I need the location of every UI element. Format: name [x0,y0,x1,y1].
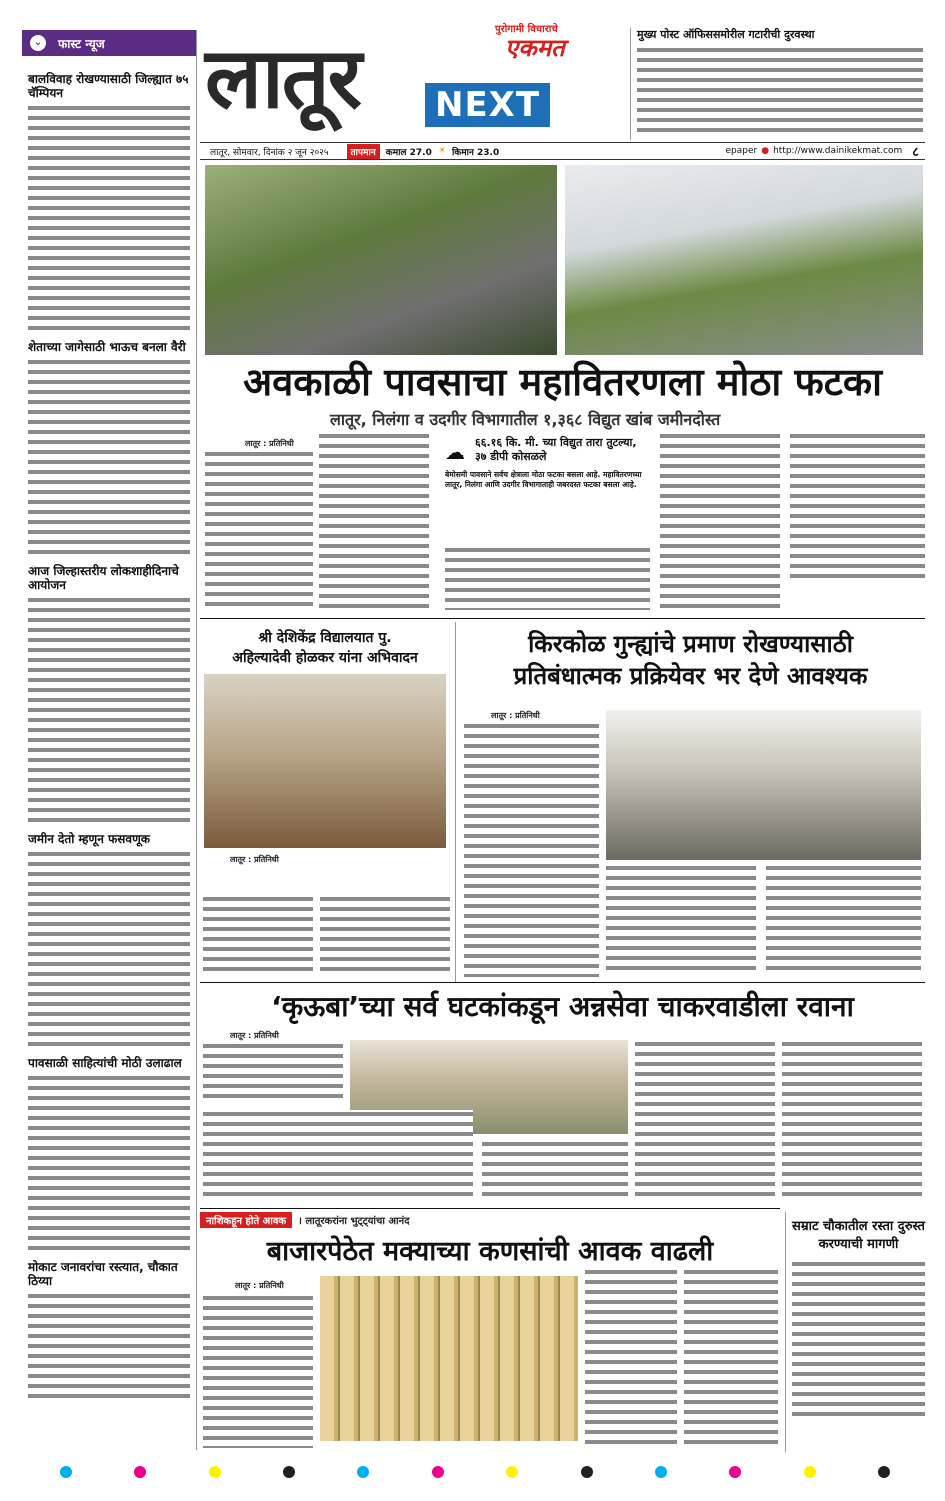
masthead [205,25,625,135]
masthead-tagline: पुरोगामी विचाराचे [495,24,558,35]
corn-story [200,1212,780,1452]
byline: लातूर : प्रतिनिधी [230,1031,279,1040]
brand-logo: एकमत [505,34,565,62]
main-story-body [205,432,925,612]
globe-icon: ● [761,146,770,156]
school-headline-2: अहिल्यादेवी होळकर यांना अभिवादन [232,650,418,666]
fast-news-title: बालविवाह रोखण्यासाठी जिल्ह्यात ७५ चॅम्पियन [28,72,189,100]
box-text: बेमोसमी पावसाने सर्वच क्षेत्राला मोठा फटका बसला आहे. महावितरणच्या लातूर, निलंगा आणि उदगीर विभागाताही जबरदस्त फटका बसला आहे. [445,470,642,489]
temperature-label: तापमान [347,144,380,159]
storm-photo-left [205,165,557,355]
sun-icon: ☀ [437,146,446,156]
kuuba-story [200,1030,925,1205]
kicker: नाशिकहून होते आवक [200,1212,292,1228]
temperature-min: किमान 23.0 [451,147,500,158]
main-subhead: लातूर, निलंगा व उदगीर विभागातील १,३६८ विद्युत खांब जमीनदोस्त [330,410,721,429]
page-number: ८ [912,145,919,160]
corn-headline: बाजारपेठेत मक्याच्या कणसांची आवक वाढली [266,1236,714,1267]
main-headline: अवकाळी पावसाचा महावितरणला मोठा फटका [243,360,882,404]
kicker-2: । लातूरकरांना भुट्ट्यांचा आनंद [298,1216,410,1227]
post-office-story [630,28,923,140]
fast-news-title: आज जिल्हास्तरीय लोकशाहीदिनाचे आयोजन [28,564,179,592]
byline: लातूर : प्रतिनिधी [245,439,294,448]
kuuba-headline: ‘कृऊबा’च्या सर्व घटकांकडून अन्नसेवा चाकरवाडीला रवाना [271,990,854,1023]
registration-strip [60,1462,890,1482]
byline: लातूर : प्रतिनिधी [235,1281,284,1290]
fast-news-title: मोकाट जनावरांचा रस्त्यात, चौकात ठिय्या [28,1260,178,1288]
storm-photo-right [565,165,923,355]
story-headline: मुख्य पोस्ट ऑफिससमोरील गटारीची दुरवस्था [637,28,815,41]
fast-news-label: फास्ट न्यूज [58,36,105,51]
fast-news-title: जमीन देतो म्हणून फसवणूक [28,832,150,846]
crime-story [455,622,925,982]
masthead-title: लातूर [205,29,360,127]
rain-cloud-icon: ☁ [445,440,465,464]
crime-headline: किरकोळ गुन्ह्यांचे प्रमाण रोखण्यासाठी [528,630,853,658]
box-title: ६६.१६ कि. मी. च्या विद्युत तारा तुटल्या, ३७ डीपी कोसळले [475,436,637,463]
fast-news-title: पावसाळी साहित्यांची मोठी उलाढाल [28,1056,182,1070]
dateline: लातूर, सोमवार, दिनांक २ जून २०२५ [210,147,329,158]
school-story [200,622,450,892]
school-photo [204,674,446,848]
byline: लातूर : प्रतिनिधी [230,855,279,864]
dateline-bar [200,142,925,160]
chevron-down-icon: ⌄ [30,35,46,51]
crime-headline-2: प्रतिबंधात्मक प्रक्रियेवर भर देणे आवश्यक [513,662,868,690]
crime-photo [606,710,921,860]
byline: लातूर : प्रतिनिधी [491,711,540,720]
website-url[interactable]: http://www.dainikekmat.com [773,146,903,156]
epaper-label: epaper [725,146,758,156]
school-headline: श्री देशिकेंद्र विद्यालयात पु. [258,630,392,646]
fast-news-title: शेताच्या जागेसाठी भाऊच बनला वैरी [28,340,186,354]
next-logo: NEXT [425,83,550,127]
info-box [445,434,650,540]
corn-photo [320,1276,578,1441]
fast-news-header [22,30,196,56]
samrat-story [785,1212,925,1452]
temperature-max: कमाल 27.0 [385,147,432,158]
fast-news-column [22,30,197,1450]
samrat-headline: सम्राट चौकातील रस्ता दुरुस्त करण्याची मागणी [792,1219,925,1252]
